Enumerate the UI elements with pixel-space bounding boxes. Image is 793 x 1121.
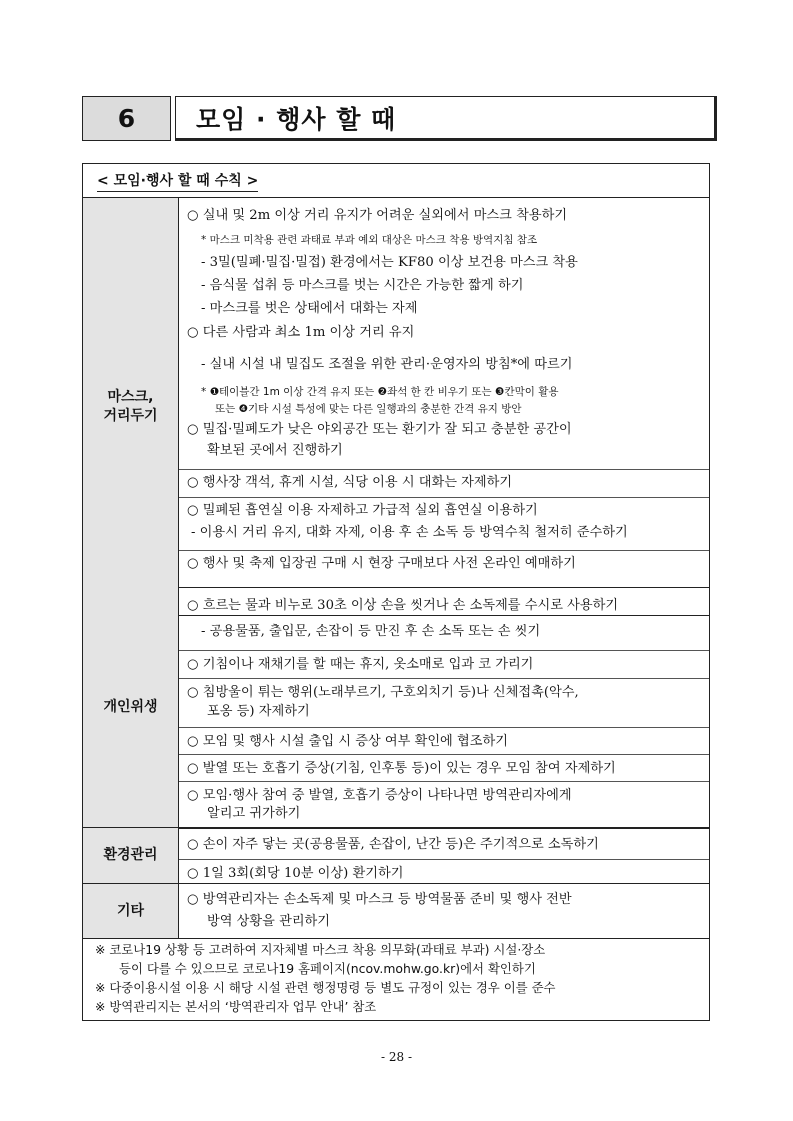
- rule-item: ○ 모임·행사 참여 중 발열, 호흡기 증상이 나타나면 방역관리자에게: [179, 781, 709, 806]
- rule-item: ○ 기침이나 재채기를 할 때는 휴지, 옷소매로 입과 코 가리기: [179, 650, 709, 675]
- rules-box: [82, 163, 710, 1021]
- category-label-personal-hygiene: 개인위생: [83, 587, 179, 828]
- rule-subitem: - 공용물품, 출입문, 손잡이 등 만진 후 손 소독 또는 손 씻기: [201, 624, 541, 639]
- footnote: ※ 방역관리지는 본서의 ‘방역관리자 업무 안내’ 참조: [95, 999, 377, 1014]
- rule-note-continued: 또는 ❹기타 시설 특성에 맞는 다른 일행과의 충분한 간격 유지 방안: [215, 403, 522, 415]
- rule-item: ○ 발열 또는 호흡기 증상(기침, 인후통 등)이 있는 경우 모임 참여 자제하기: [179, 754, 709, 779]
- rule-subitem: - 실내 시설 내 밀집도 조절을 위한 관리·운영자의 방침*에 따르기: [201, 357, 573, 372]
- page-number: - 28 -: [380, 1050, 412, 1064]
- category-label-mask-distancing: 마스크, 거리두기: [83, 198, 179, 616]
- footnote: ※ 코로나19 상황 등 고려하여 지자체별 마스크 착용 의무화(과태료 부과) 시설·장소: [95, 942, 546, 957]
- rule-item: ○ 밀폐된 흡연실 이용 자제하고 가급적 실외 흡연실 이용하기: [179, 497, 709, 521]
- rule-item: ○ 1일 3회(회당 10분 이상) 환기하기: [179, 859, 709, 884]
- rule-note: * 마스크 미착용 관련 과태료 부과 예외 대상은 마스크 착용 방역지침 참조: [201, 234, 538, 246]
- rule-item-continued: 알리고 귀가하기: [207, 806, 301, 821]
- rule-item: ○ 다른 사람과 최소 1m 이상 거리 유지: [187, 325, 415, 340]
- footnotes: [83, 940, 709, 1016]
- rule-item: ○ 밀집·밀폐도가 낮은 야외공간 또는 환기가 잘 되고 충분한 공간이: [187, 422, 572, 437]
- section-title: 모임 · 행사 할 때: [175, 96, 717, 141]
- category-content-personal-hygiene: [179, 587, 709, 828]
- rule-item-continued: 방역 상황을 관리하기: [207, 914, 331, 929]
- rule-item: ○ 침방울이 튀는 행위(노래부르기, 구호외치기 등)나 신체접촉(악수,: [179, 678, 709, 703]
- rule-subitem: - 마스크를 벗은 상태에서 대화는 자제: [201, 301, 418, 316]
- footnote: ※ 다중이용시설 이용 시 해당 시설 관련 행정명령 등 별도 규정이 있는 경우 이를 준수: [95, 980, 556, 995]
- rule-subitem: - 음식물 섭취 등 마스크를 벗는 시간은 가능한 짧게 하기: [201, 278, 524, 293]
- rule-item: ○ 방역관리자는 손소독제 및 마스크 등 방역물품 준비 및 행사 전반: [187, 892, 572, 907]
- rule-item: ○ 행사 및 축제 입장권 구매 시 현장 구매보다 사전 온라인 예매하기: [179, 550, 709, 574]
- rule-subitem: - 이용시 거리 유지, 대화 자제, 이용 후 손 소독 등 방역수칙 철저히 준수하기: [191, 525, 628, 540]
- rule-item-continued: 포옹 등) 자제하기: [207, 704, 310, 719]
- section-number: 6: [82, 96, 171, 141]
- rule-item: ○ 실내 및 2m 이상 거리 유지가 어려운 실외에서 마스크 착용하기: [187, 208, 568, 223]
- category-label-environment: 환경관리: [83, 828, 179, 884]
- rule-item: ○ 행사장 객석, 휴게 시설, 식당 이용 시 대화는 자제하기: [179, 469, 709, 493]
- rule-item: ○ 손이 자주 닿는 곳(공용물품, 손잡이, 난간 등)은 주기적으로 소독하기: [187, 837, 599, 852]
- category-content-environment: [179, 828, 709, 884]
- rule-item: ○ 모임 및 행사 시설 출입 시 증상 여부 확인에 협조하기: [179, 727, 709, 752]
- footnote-continued: 등이 다를 수 있으므로 코로나19 홈페이지(ncov.mohw.go.kr)에서 확인하기: [119, 961, 536, 976]
- rule-note: * ❶테이블간 1m 이상 간격 유지 또는 ❷좌석 한 칸 비우기 또는 ❸칸막이 활용: [201, 386, 559, 398]
- category-content-mask-distancing: [179, 198, 709, 616]
- rule-item: ○ 흐르는 물과 비누로 30초 이상 손을 씻거나 손 소독제를 수시로 사용하기: [187, 598, 619, 613]
- rules-box-title: < 모임·행사 할 때 수칙 >: [83, 164, 709, 198]
- category-content-other: [179, 884, 709, 939]
- rule-item-continued: 확보된 곳에서 진행하기: [207, 443, 343, 458]
- category-label-other: 기타: [83, 884, 179, 939]
- rule-subitem: - 3밀(밀폐·밀집·밀접) 환경에서는 KF80 이상 보건용 마스크 착용: [201, 255, 578, 270]
